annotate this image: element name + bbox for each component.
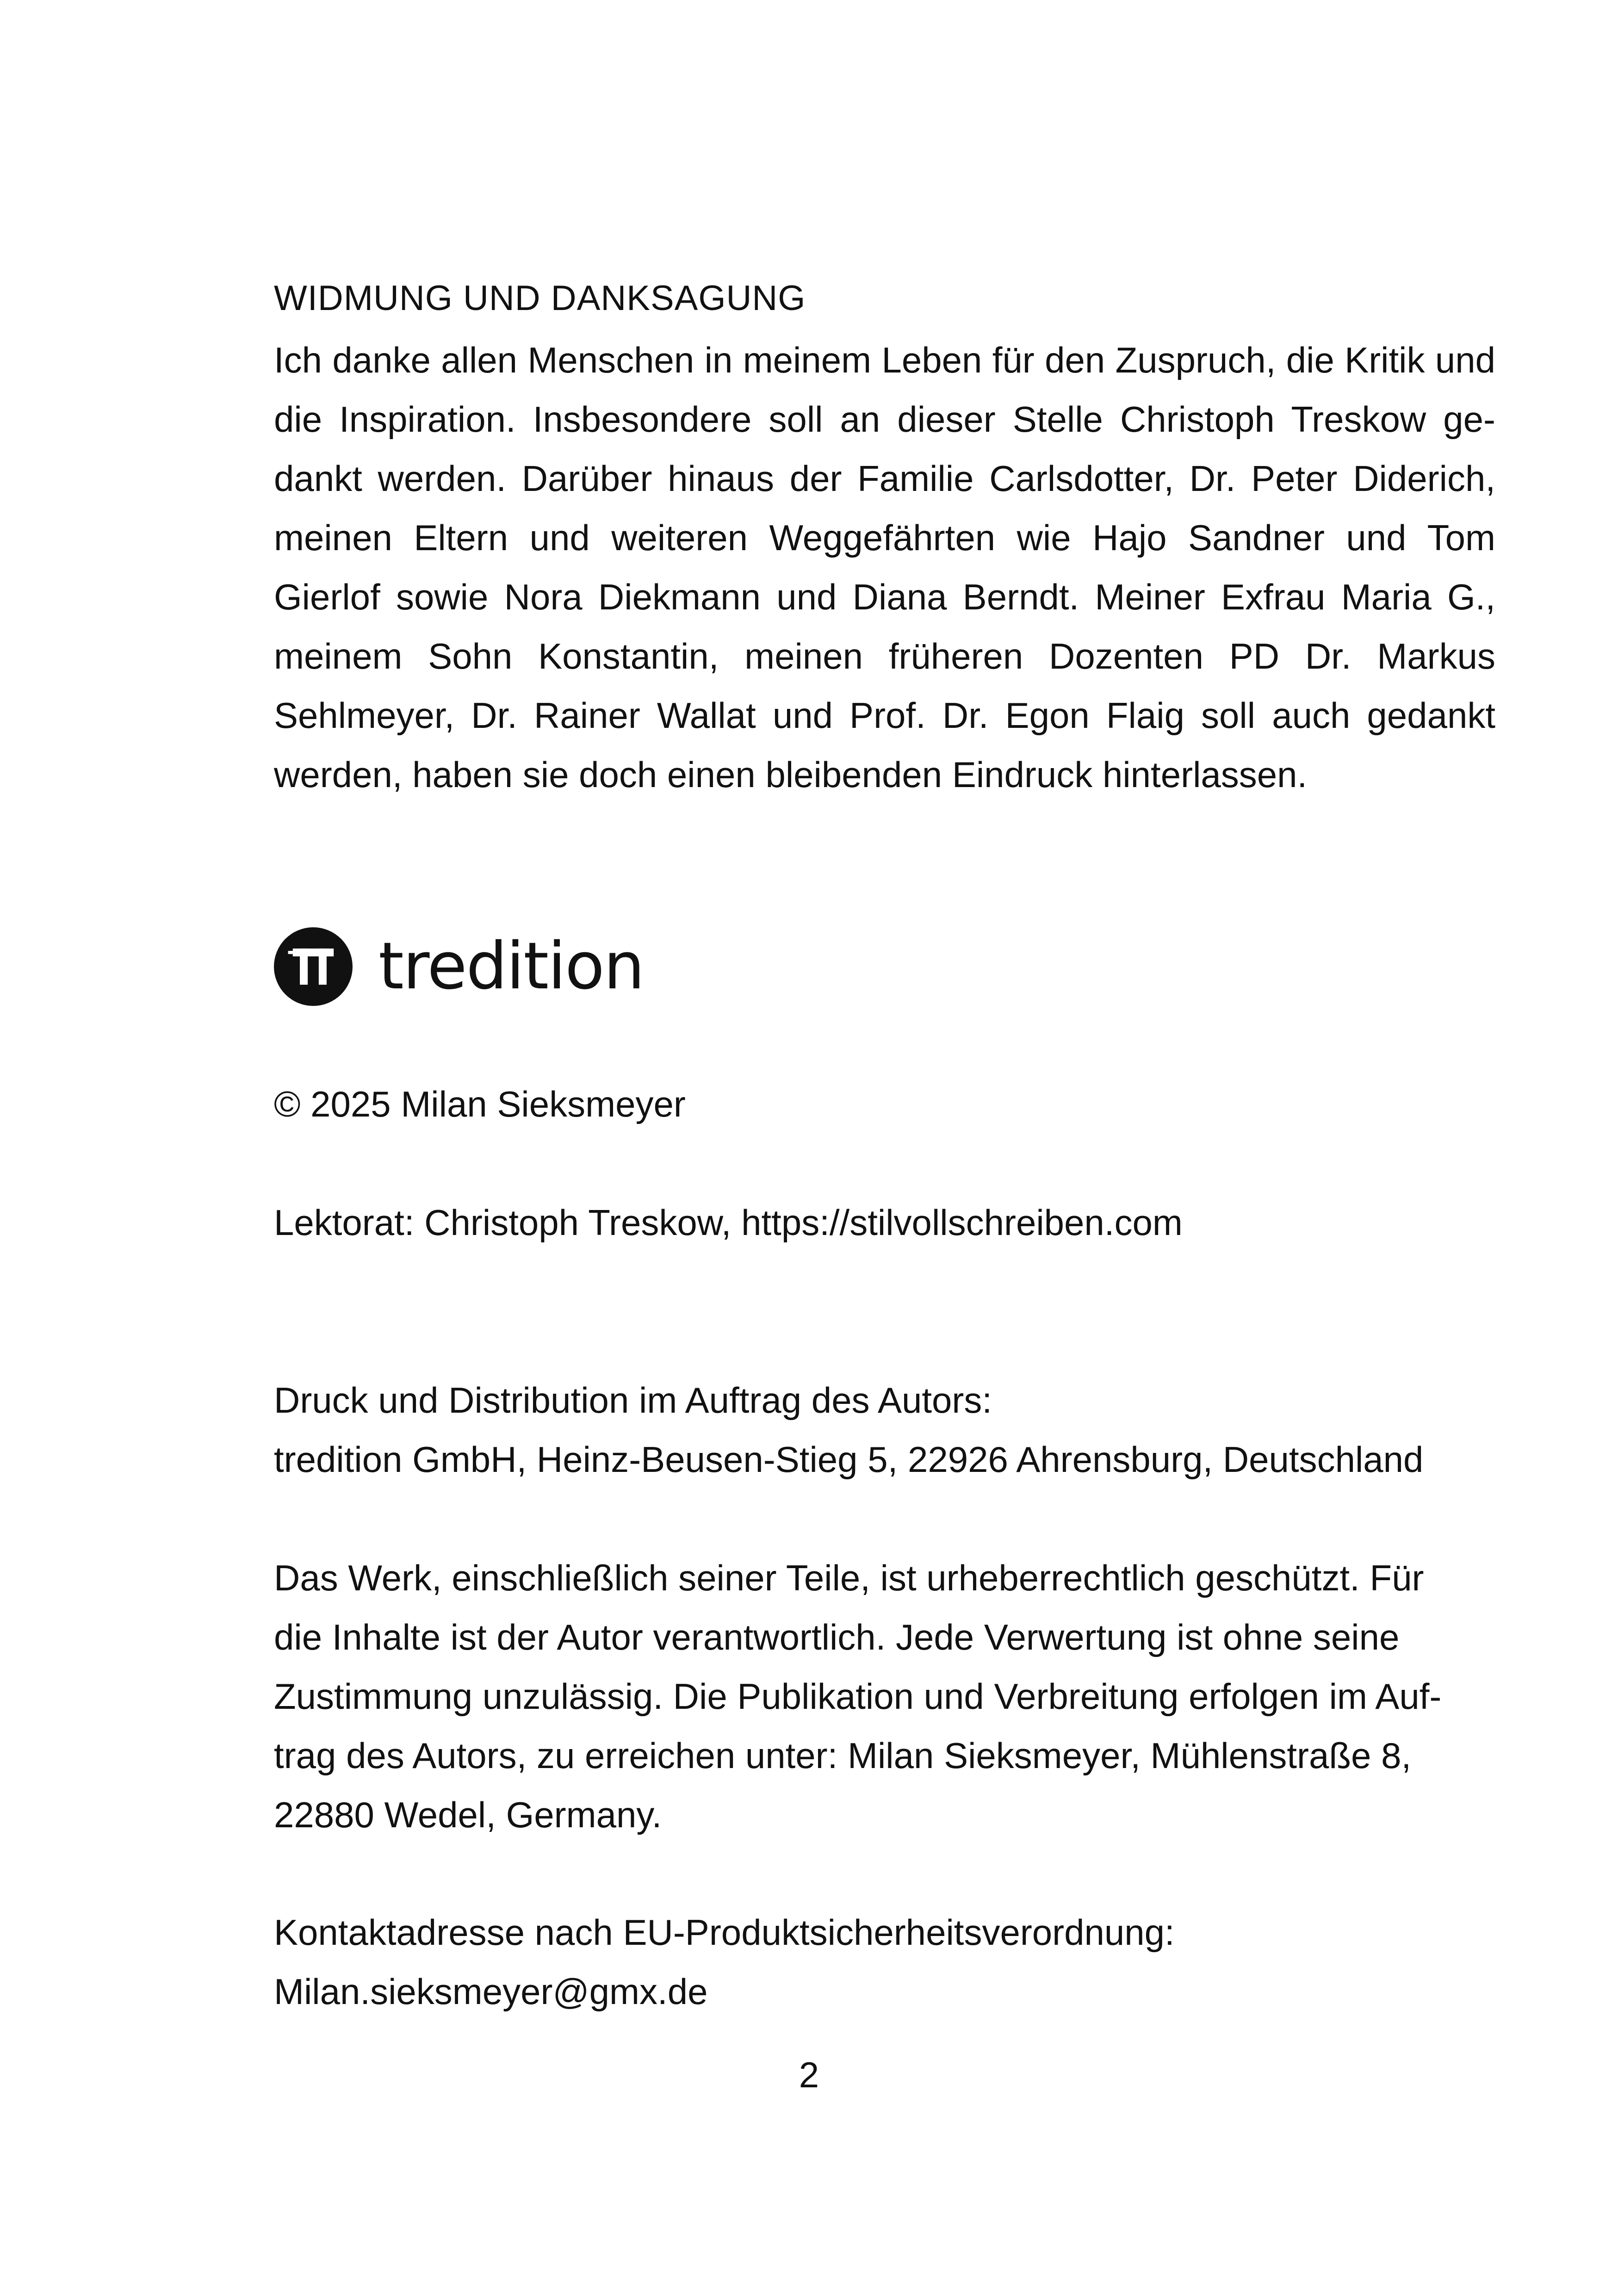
editing-credit: Lektorat: Christoph Treskow, https://stilvollschreiben.com	[274, 1202, 1183, 1243]
contact-email: Milan.sieksmeyer@gmx.de	[274, 1971, 708, 2012]
distribution-block	[274, 1371, 1495, 1489]
contact-line: Kontaktadresse nach EU-Produktsicherheitsverordnung:	[274, 1912, 1175, 1953]
dedication-heading: WIDMUNG UND DANKSAGUNG	[274, 279, 806, 318]
rights-line: Zustimmung unzulässig. Die Publikation und Verbreitung erfolgen im Auf-	[274, 1676, 1442, 1717]
rights-line: trag des Autors, zu erreichen unter: Milan Sieksmeyer, Mühlenstraße 8,	[274, 1735, 1412, 1776]
distribution-line: tredition GmbH, Heinz-Beusen-Stieg 5, 22926 Ahrensburg, Deutschland	[274, 1439, 1424, 1480]
dedication-body: Ich danke allen Menschen in meinem Leben für den Zuspruch, die Kritik und die Inspiration. Insbesondere soll an dieser Stelle Christoph Treskow gedankt werden. Darüber hinaus der Familie Carlsdotter, Dr. Peter Diderich, meinen Eltern und weiteren Weggefährten wie Hajo Sandner und Tom Gierlof sowie Nora Diekmann und Diana Berndt. Meiner Exfrau Maria G., meinem Sohn Konstantin, meinen früheren Dozenten PD Dr. Markus Sehlmeyer, Dr. Rainer Wallat und Prof. Dr. Egon Flaig soll auch gedankt werden, haben sie doch einen bleibenden Eindruck hinterlassen.	[274, 340, 1495, 795]
rights-line: die Inhalte ist der Autor verantwortlich. Jede Verwertung ist ohne seine	[274, 1617, 1400, 1657]
tredition-logo-icon	[274, 927, 353, 1006]
publisher-logo	[274, 927, 644, 1006]
rights-line: Das Werk, einschließlich seiner Teile, ist urheberrechtlich geschützt. Für	[274, 1558, 1424, 1598]
rights-notice	[274, 1548, 1495, 1844]
copyright-line: © 2025 Milan Sieksmeyer	[274, 1084, 686, 1124]
distribution-line: Druck und Distribution im Auftrag des Autors:	[274, 1380, 992, 1421]
tredition-wordmark: tredition	[378, 929, 644, 1004]
contact-block	[274, 1903, 1495, 2021]
page-number: 2	[799, 2054, 819, 2095]
rights-line: 22880 Wedel, Germany.	[274, 1794, 662, 1835]
